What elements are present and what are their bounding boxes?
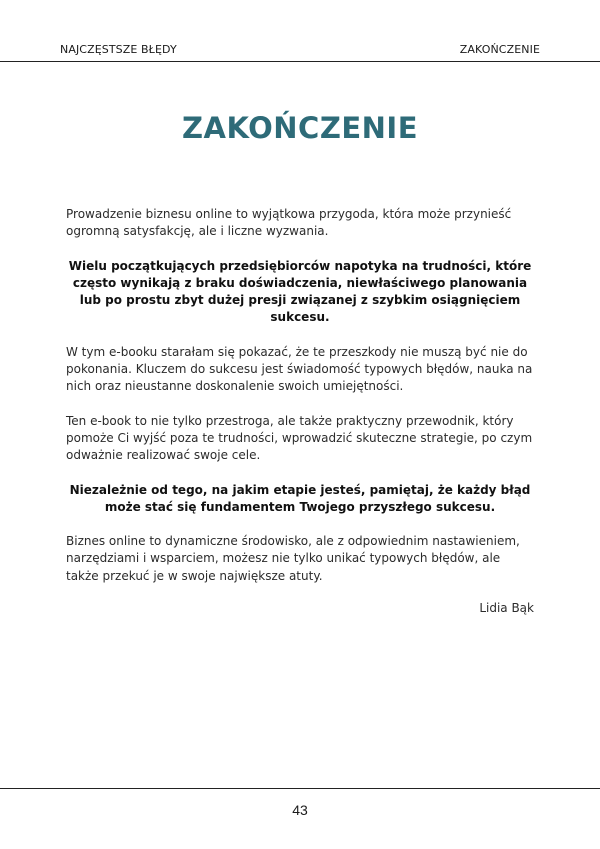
paragraph-closing: Biznes online to dynamiczne środowisko, ale z odpowiednim nastawieniem, narzędziami i wsparciem, możesz nie tylko unikać typowych błędów, ale także przekuć je w swoje największe atuty. [66, 534, 520, 583]
header-book-title: NAJCZĘSTSZE BŁĘDY [60, 43, 177, 56]
footer-divider [0, 788, 600, 789]
paragraph-ebook-purpose: W tym e-booku starałam się pokazać, że te przeszkody nie muszą być nie do pokonania. Kluczem do sukcesu jest świadomość typowych błędów, nauka na nich oraz nieustanne doskonalenie swoich umiejętności. [66, 344, 533, 394]
page-number: 43 [292, 802, 308, 818]
paragraph-emphasis-difficulties: Wielu początkujących przedsiębiorców napotyka na trudności, które często wynikają z braku doświadczenia, niewłaściwego planowania lub po prostu zbyt dużej presji związanej z szybkim osiągnięciem sukcesu. [68, 258, 532, 325]
header-chapter-title: ZAKOŃCZENIE [459, 43, 540, 56]
paragraph-emphasis-mistakes: Niezależnie od tego, na jakim etapie jesteś, pamiętaj, że każdy błąd może stać się fundamentem Twojego przyszłego sukcesu. [69, 482, 531, 514]
running-header [60, 43, 540, 59]
body-text [66, 206, 534, 617]
paragraph-intro: Prowadzenie biznesu online to wyjątkowa przygoda, która może przynieść ogromną satysfakcję, ale i liczne wyzwania. [66, 207, 512, 239]
paragraph-practical-guide: Ten e-book to nie tylko przestroga, ale także praktyczny przewodnik, który pomoże Ci wyjść poza te trudności, wprowadzić skuteczne strategie, po czym odważnie realizować swoje cele. [66, 413, 533, 463]
author-signature: Lidia Bąk [479, 601, 534, 616]
page-title: ZAKOŃCZENIE [181, 111, 419, 146]
header-divider [0, 61, 600, 62]
